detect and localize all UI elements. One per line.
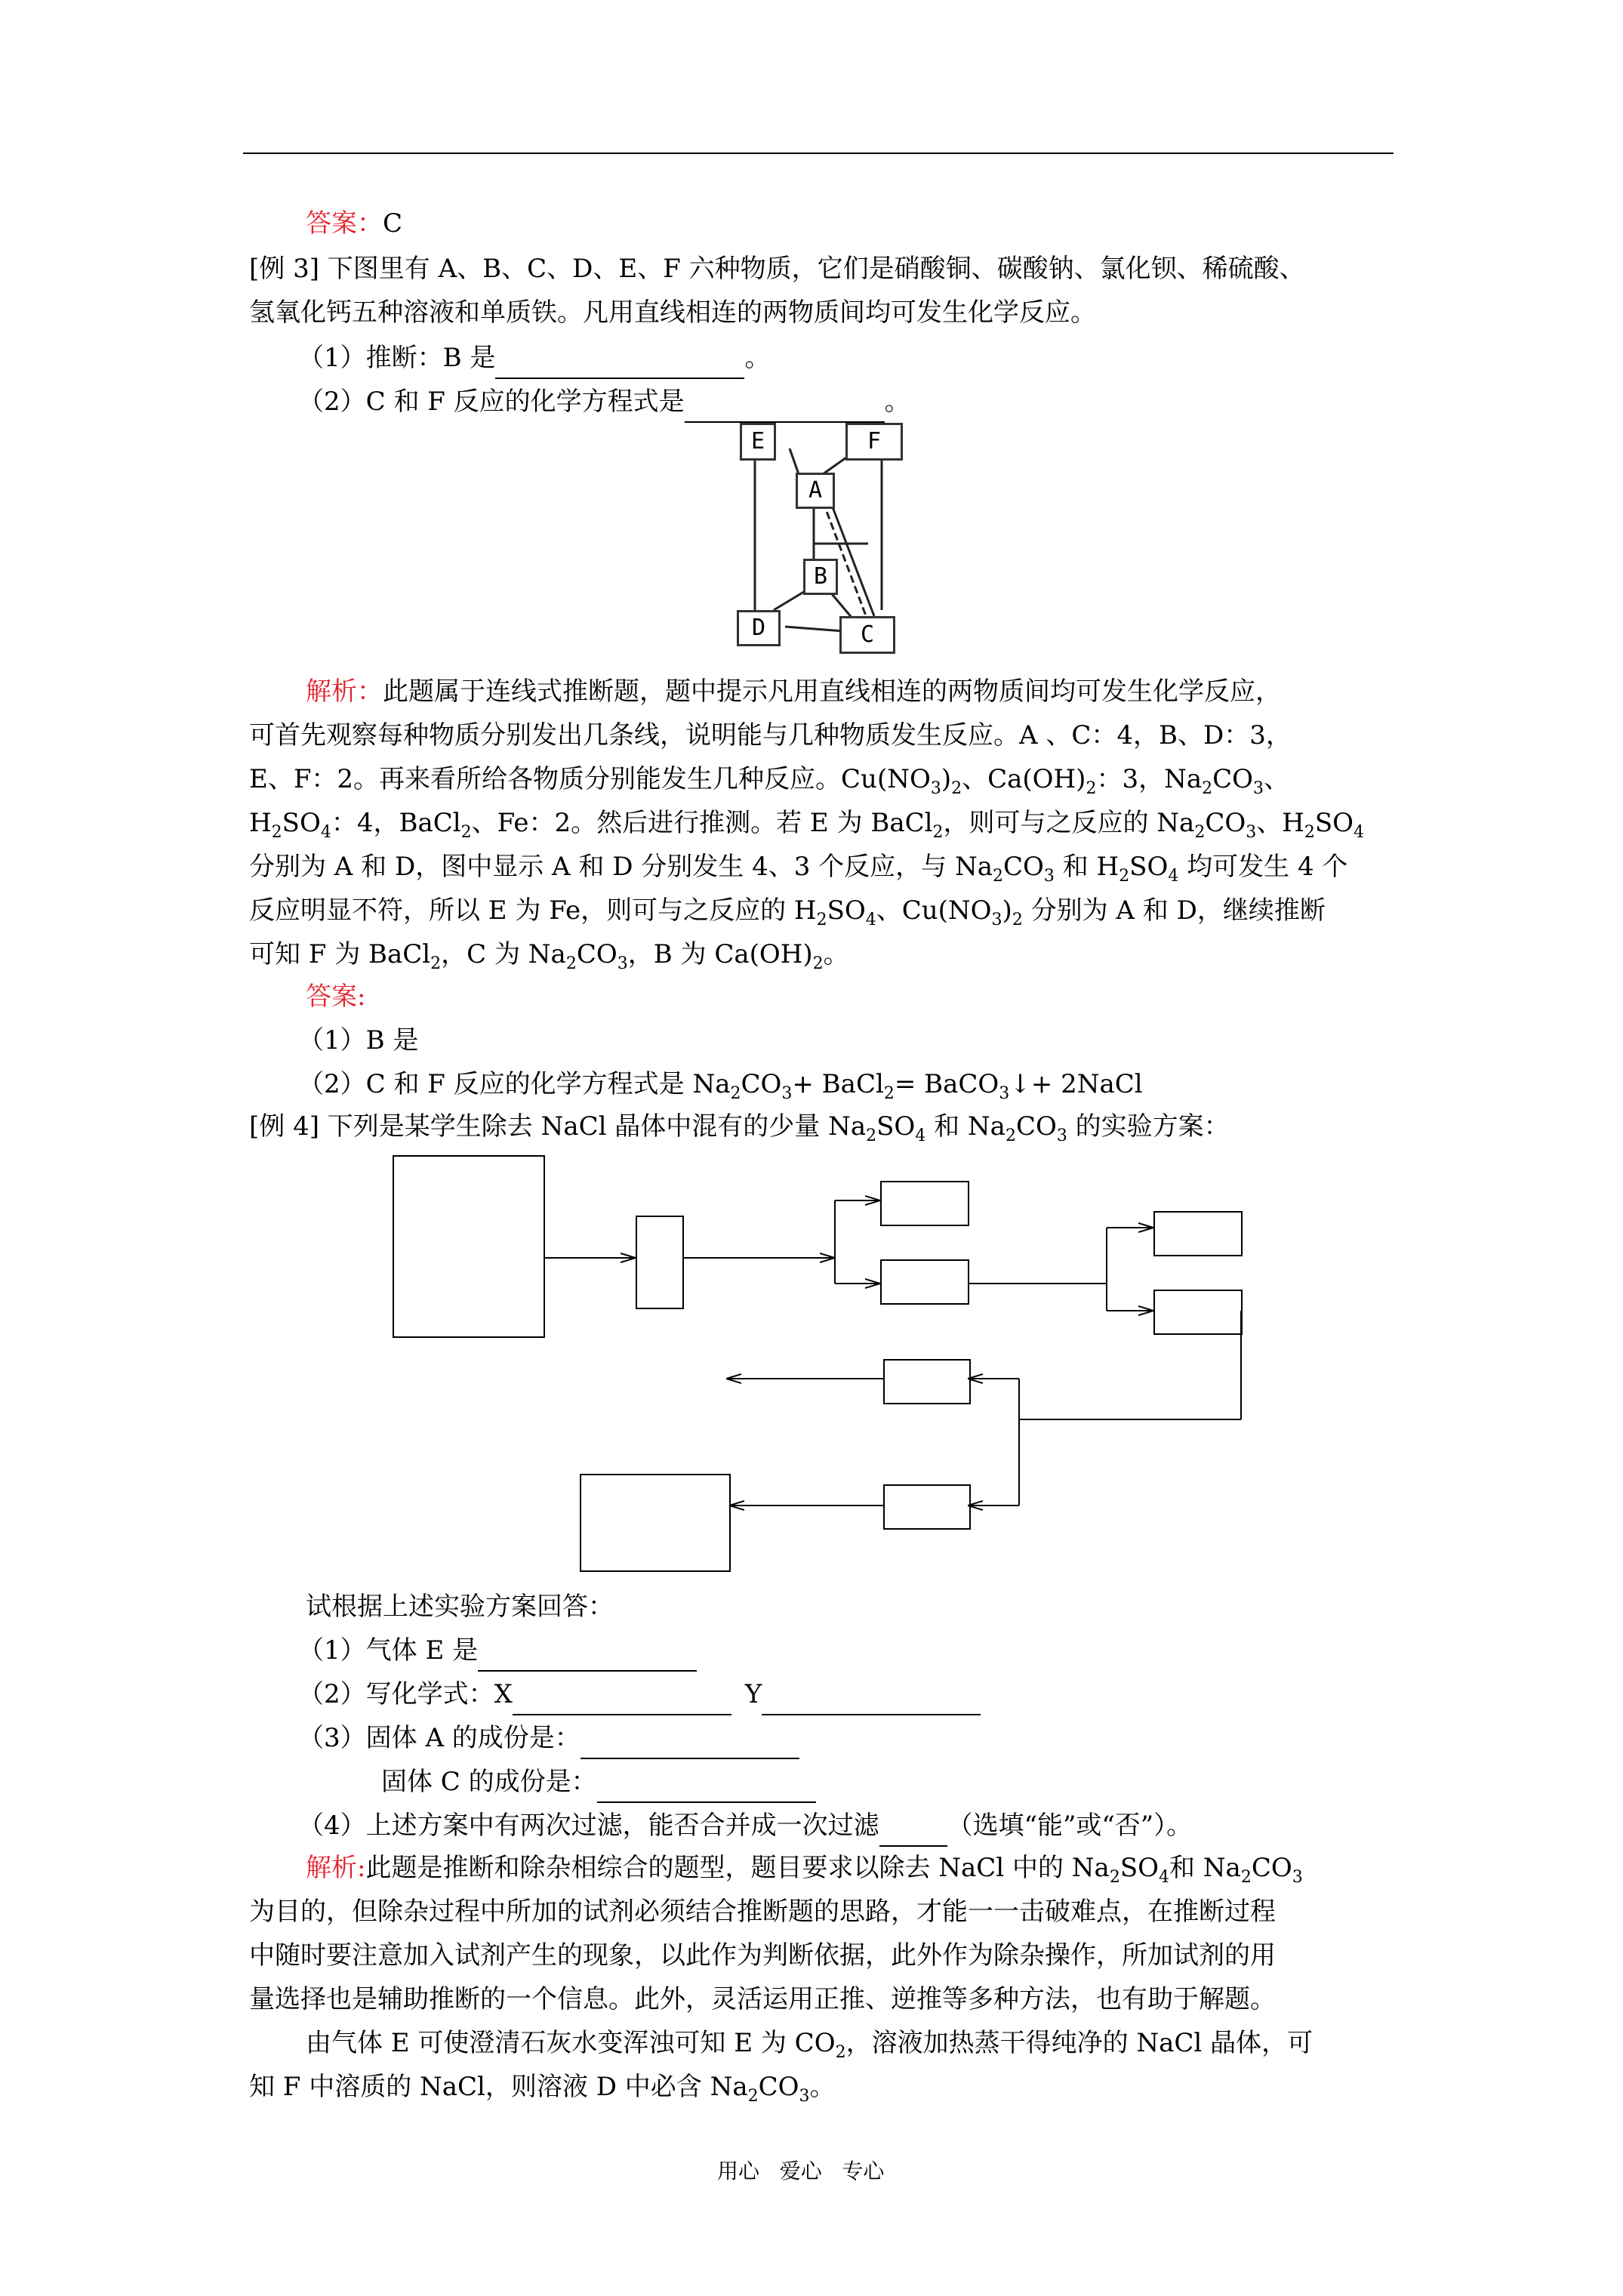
ex4-q3b: 固体 C 的成份是：	[381, 1761, 816, 1803]
ex4-q4: （4）上述方案中有两次过滤，能否合并成一次过滤 （选填“能”或“否”）。	[298, 1804, 1192, 1847]
ex3-analysis-line3: E、F：2。再来看所给各物质分别能发生几种反应。$Cu(NO_3)_2$、$Ca(OH)_2$：3，$Na_2CO_3$、	[249, 764, 1289, 798]
ex4-analysis-p2-line2: 知 F 中溶质的 NaCl，则溶液 D 中必含 $Na_2CO_3$。	[249, 2072, 836, 2106]
ex3-analysis-line7: 可知 F 为 BaCl$_2$，C 为 $Na_2CO_3$，B 为 $Ca(OH)_2$。	[249, 939, 849, 973]
node-a: A	[796, 473, 835, 509]
ex4-q4-blank	[879, 1815, 947, 1847]
ex3-analysis-line5: 分别为 A 和 D，图中显示 A 和 D 分别发生 4、3 个反应，与 $Na_2CO_3$ 和 $H_2SO_4$ 均可发生 4 个	[249, 852, 1348, 886]
ex3-analysis-line6: 反应明显不符，所以 E 为 Fe，则可与之反应的 $H_2SO_4$、$Cu(NO_3)_2$ 分别为 A 和 D，继续推断	[249, 895, 1326, 929]
ex3-analysis-line4: $H_2SO_4$：4，BaCl$_2$、Fe：2。然后进行推测。若 E 为 BaCl$_2$，则可与之反应的 $Na_2CO_3$、$H_2SO_4$	[249, 808, 1365, 842]
ex4-q1-blank	[478, 1640, 697, 1672]
ex4-analysis-line4: 量选择也是辅助推断的一个信息。此外，灵活运用正推、逆推等多种方法，也有助于解题。	[249, 1984, 1276, 2014]
ex4-q2y-blank	[762, 1684, 981, 1715]
node-f: F	[845, 423, 903, 461]
example3-q2: （2）C 和 F 反应的化学方程式是 。	[298, 381, 910, 423]
ex4-q2x-blank	[513, 1684, 731, 1715]
node-d: D	[737, 610, 781, 646]
example3-q1: （1）推断：B 是 。	[298, 337, 770, 379]
node-c: C	[839, 616, 895, 654]
node-e: E	[740, 423, 776, 461]
ex4-q1: （1）气体 E 是	[298, 1629, 697, 1672]
page-footer: 用心 爱心 专心	[717, 2159, 885, 2184]
ex3-answer-label: 答案:	[306, 982, 366, 1012]
ex4-q3a: （3）固体 A 的成份是：	[298, 1717, 799, 1759]
ex3-answer-1: （1）B 是	[298, 1025, 419, 1056]
example3-intro-line2: 氢氧化钙五种溶液和单质铁。凡用直线相连的两物质间均可发生化学反应。	[249, 297, 1096, 328]
example4-intro: [例 4] 下列是某学生除去 NaCl 晶体中混有的少量 $Na_2SO_4$ 和 $Na_2CO_3$ 的实验方案：	[249, 1111, 1230, 1145]
example3-intro-line1: [例 3] 下图里有 A、B、C、D、E、F 六种物质，它们是硝酸铜、碳酸钠、氯化钡、稀硫酸、	[249, 254, 1305, 284]
ex4-q3a-blank	[581, 1727, 799, 1759]
ex4-analysis-line1: 解析:此题是推断和除杂相综合的题型，题目要求以除去 NaCl 中的 $Na_2SO_4$和 $Na_2CO_3$	[306, 1853, 1303, 1887]
ex4-prompt: 试根据上述实验方案回答：	[306, 1592, 614, 1622]
ex4-q3b-blank	[597, 1771, 816, 1803]
answer-label: 答案：	[306, 208, 383, 239]
node-b: B	[803, 559, 838, 595]
ex3-analysis-line2: 可首先观察每种物质分别发出几条线，说明能与几种物质发生反应。A 、C：4，B、D：3，	[249, 720, 1292, 750]
ex4-analysis-line2: 为目的，但除杂过程中所加的试剂必须结合推断题的思路，才能一一击破难点，在推断过程	[249, 1897, 1276, 1927]
ex4-analysis-line3: 中随时要注意加入试剂产生的现象，以此作为判断依据，此外作为除杂操作，所加试剂的用	[249, 1940, 1276, 1971]
ex3-analysis-line1: 解析：此题属于连线式推断题，题中提示凡用直线相连的两物质间均可发生化学反应，	[306, 676, 1281, 707]
ex3-answer-2: （2）C 和 F 反应的化学方程式是 $Na_2CO_3+$ BaCl$_2$= BaCO$_3$↓+ 2NaCl	[298, 1069, 1143, 1103]
ex4-analysis-p2-line1: 由气体 E 可使澄清石灰水变浑浊可知 E 为 $CO_2$，溶液加热蒸干得纯净的 NaCl 晶体，可	[306, 2028, 1313, 2062]
ex4-q2: （2）写化学式：X Y	[298, 1673, 981, 1715]
answer-value: C	[383, 208, 403, 239]
